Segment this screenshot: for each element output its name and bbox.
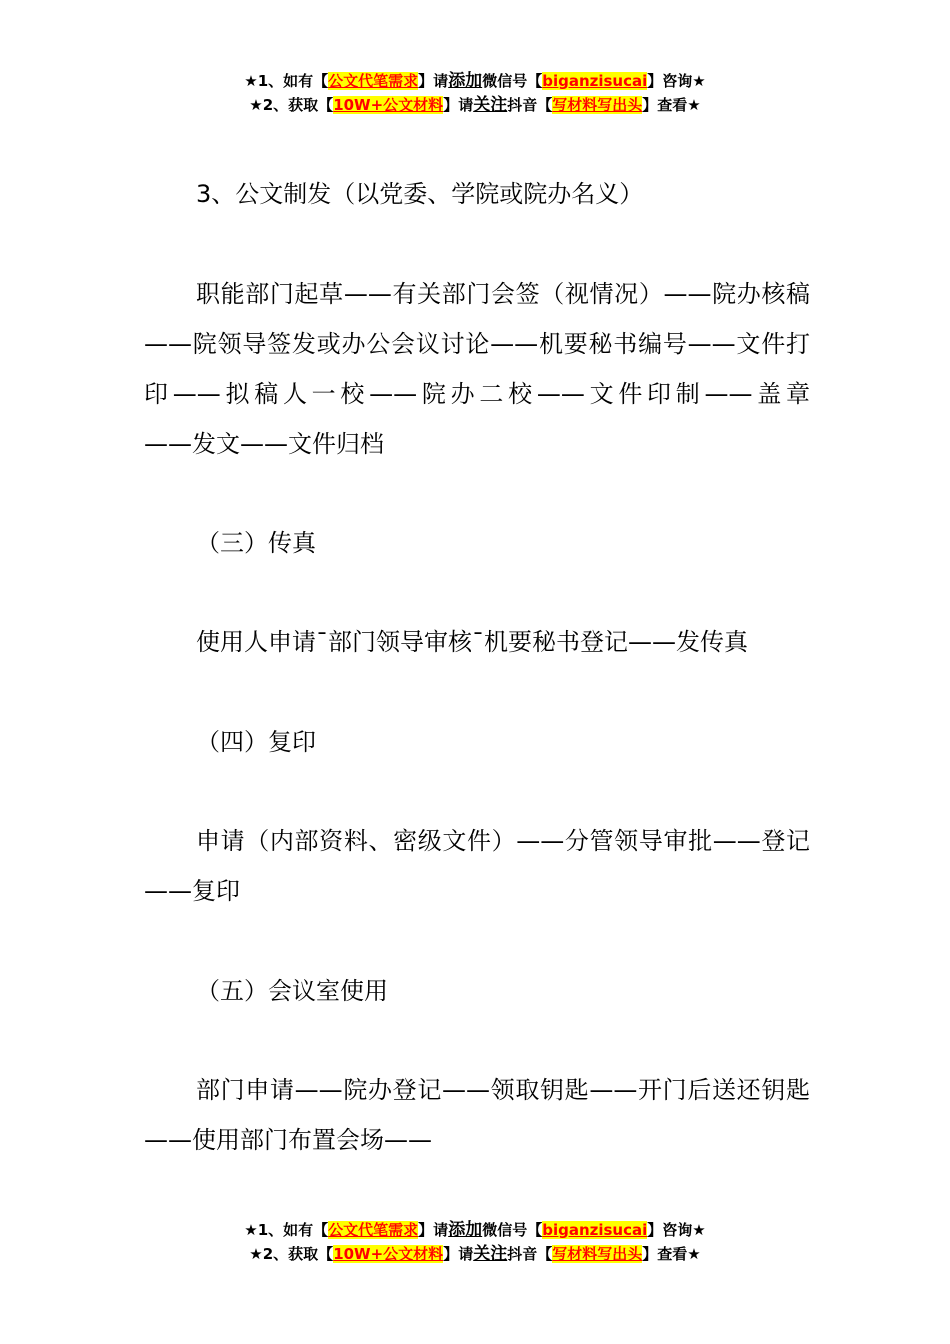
promo-banner-bottom <box>0 1218 950 1266</box>
heading-fax: （三）传真 <box>196 529 316 557</box>
paragraph-meeting-room-flow: 部门申请——院办登记——领取钥匙——开门后送还钥匙——使用部门布置会场—— <box>144 1076 810 1154</box>
paragraph-copy-flow: 申请（内部资料、密级文件）——分管领导审批——登记——复印 <box>144 827 810 905</box>
promo-line-2: ★2、获取【10W+公文材料】请关注抖音【写材料写出头】查看★ <box>249 95 701 115</box>
highlight-materials: 10W+公文材料 <box>333 96 444 114</box>
promo-banner-top <box>0 69 950 117</box>
emphasis-follow: 关注 <box>473 95 508 115</box>
promo-line-1: ★1、如有【公文代笔需求】请添加微信号【biganzisucai】咨询★ <box>244 1220 706 1240</box>
highlight-douyin-account: 写材料写出头 <box>552 1245 643 1263</box>
highlight-douyin-account: 写材料写出头 <box>552 96 643 114</box>
paragraph-issuance-flow: 职能部门起草——有关部门会签（视情况）——院办核稿——院领导签发或办公会议讨论——机要秘书编号——文件打印——拟稿人一校——院办二校——文件印制——盖章 ——发文——文件归档 <box>144 280 858 458</box>
promo-line-1: ★1、如有【公文代笔需求】请添加微信号【biganzisucai】咨询★ <box>244 71 706 91</box>
highlight-service: 公文代笔需求 <box>328 72 419 90</box>
paragraph-fax-flow: 使用人申请¯部门领导审核¯机要秘书登记——发传真 <box>196 628 748 656</box>
highlight-materials: 10W+公文材料 <box>333 1245 444 1263</box>
highlight-wechat-id: biganzisucai <box>542 1221 648 1239</box>
promo-line-2: ★2、获取【10W+公文材料】请关注抖音【写材料写出头】查看★ <box>249 1244 701 1264</box>
highlight-service: 公文代笔需求 <box>328 1221 419 1239</box>
paragraph-document-issuance: 3、公文制发（以党委、学院或院办名义） <box>196 180 644 208</box>
emphasis-add: 添加 <box>448 71 483 91</box>
heading-copy: （四）复印 <box>196 728 316 756</box>
emphasis-follow: 关注 <box>473 1244 508 1264</box>
highlight-wechat-id: biganzisucai <box>542 72 648 90</box>
heading-meeting-room: （五）会议室使用 <box>196 977 388 1005</box>
emphasis-add: 添加 <box>448 1220 483 1240</box>
